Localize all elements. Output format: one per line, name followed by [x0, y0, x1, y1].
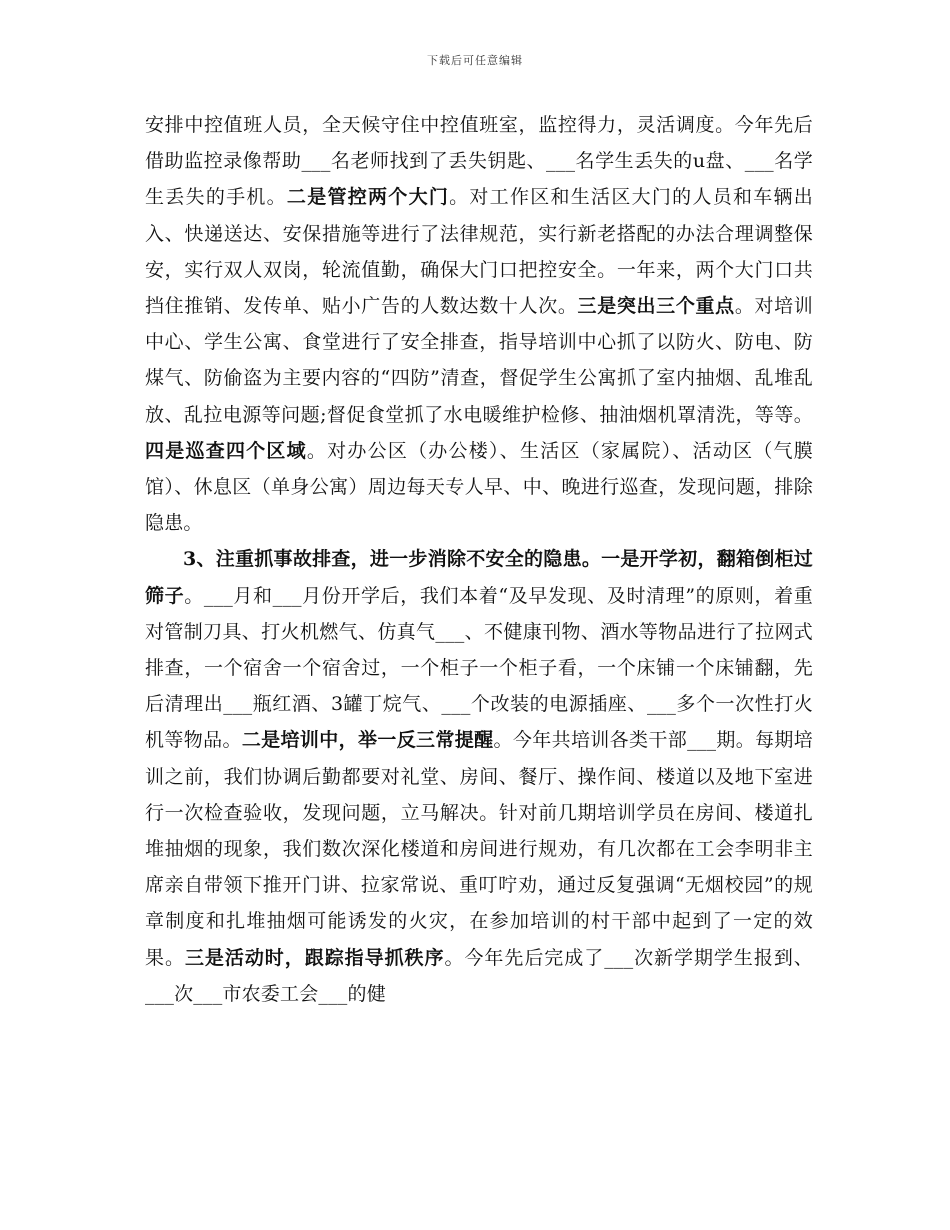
text-run: 。今年先后完成了___次新学期学生报到、___次___市农委工会___的健	[145, 946, 813, 1005]
bold-heading-key-points: 三是突出三个重点	[577, 295, 735, 318]
text-run: 。对培训中心、学生公寓、食堂进行了安全排查，指导培训中心抓了以防火、防电、防煤气、防偷盗为主要内容的“四防”清查，督促学生公寓抓了室内抽烟、乱堆乱放、乱拉电源等问题;督促食堂抓了水电暖维护检修、抽油烟机罩清洗，等等。	[145, 295, 813, 426]
bold-heading-training: 二是培训中，举一反三常提醒	[241, 729, 494, 752]
text-run: 安排中控值班人员，全天候守住中控值班室，监控得力，灵活调度。今年先后借助监控录像帮助___名老师找到了丢失钥匙、___名学生丢失的u盘、___名学生丢失的手机。	[145, 114, 813, 209]
text-run: 。今年共培训各类干部___期。每期培训之前，我们协调后勤都要对礼堂、房间、餐厅、操作间、楼道以及地下室进行一次检查验收，发现问题，立马解决。针对前几期培训学员在房间、楼道扎堆抽烟的现象，我们数次深化楼道和房间进行规劝，有几次都在工会李明非主席亲自带领下推开门讲、拉家常说、重叮咛劝，通过反复强调“无烟校园”的规章制度和扎堆抽烟可能诱发的火灾，在参加培训的村干部中起到了一定的效果。	[145, 729, 813, 969]
bold-heading-gates: 二是管控两个大门	[286, 186, 450, 209]
text-run: 。___月和___月份开学后，我们本着“及早发现、及时清理”的原则，着重对管制刀具、打火机燃气、仿真气___、不健康刊物、酒水等物品进行了拉网式排查，一个宿舍一个宿舍过，一个柜子一个柜子看，一个床铺一个床铺翻，先后清理出___瓶红酒、3罐丁烷气、___个改装的电源插座、___多个一次性打火机等物品。	[145, 584, 813, 752]
page-header-note: 下载后可任意编辑	[427, 54, 523, 67]
text-run: 。对工作区和生活区大门的人员和车辆出入、快递送达、安保措施等进行了法律规范，实行新老搭配的办法合理调整保安，实行双人双岗，轮流值勤，确保大门口把控安全。一年来，两个大门口共挡住推销、发传单、贴小广告的人数达数十人次。	[145, 186, 813, 318]
text-run: 。对办公区（办公楼）、生活区（家属院）、活动区（气膜馆）、休息区（单身公寓）周边每天专人早、中、晚进行巡查，发现问题，排除隐患。	[145, 439, 813, 535]
bold-heading-patrol-areas: 四是巡查四个区域	[145, 439, 307, 462]
paragraph-accident-inspection	[145, 541, 813, 1012]
bold-heading-section-3: 3、注重抓事故排查，进一步消除不安全的隐患。一是开学初，翻箱倒柜过筛子	[145, 548, 813, 607]
paragraph-security-duty	[145, 107, 813, 541]
bold-heading-activities: 三是活动时，跟踪指导抓秩序	[184, 946, 445, 969]
document-body	[145, 107, 813, 1012]
